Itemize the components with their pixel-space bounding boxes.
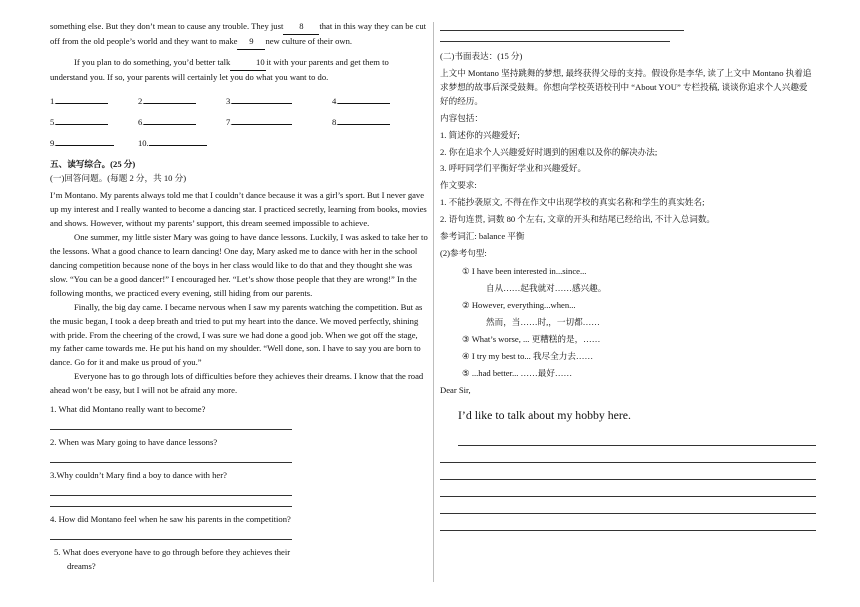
requirement-2: 2. 语句连贯, 词数 80 个左右, 文章的开头和结尾已经给出, 不计入总词数。 (440, 214, 716, 225)
answer-blank-3[interactable] (232, 103, 292, 104)
reference-1-cn: 自从……起我就对……感兴趣。 (486, 282, 607, 293)
answer-row-2: 5. 6. 7. 8. (50, 116, 428, 130)
content-item-2: 2. 你在追求个人兴趣爱好时遇到的困难以及你的解决办法; (440, 146, 658, 157)
section-5-title: 五、读写综合。(25 分) (50, 159, 136, 170)
left-column (50, 20, 428, 574)
salutation: Dear Sir, (440, 385, 471, 396)
cloze-paragraph-2: If you plan to do something, you’d better talk 10 it with your parents and get them to understand you. If so, your parents will certainly let you do what you want to do. (50, 56, 389, 82)
essay-line-6[interactable] (440, 514, 816, 531)
essay-line-3[interactable] (440, 463, 816, 480)
vocabulary-hint: 参考词汇: balance 平衡 (440, 231, 525, 242)
subsection-1-title: (一)回答问题。(每题 2 分，共 10 分) (50, 173, 187, 184)
column-divider (433, 22, 434, 582)
passage-paragraph-2: One summer, my little sister Mary was going to have dance lessons. Luckily, I was asked to take her to the lessons. What a good chance to learn dancing! One day, Mary asked me to dance with her in the school dancing competition because none of the boys in her class would like to do that and they thought she was slow. “You can be a good dancer!” I encouraged her. “Let’s show those people that they are wrong!” In the following months, we practiced every evening, still hiding from our parents. (50, 232, 428, 298)
answer-line-top-2[interactable] (440, 41, 670, 42)
answer-line-q1[interactable] (50, 429, 292, 430)
question-2: 2. When was Mary going to have dance lessons? (50, 437, 218, 448)
answer-blank-2[interactable] (144, 103, 196, 104)
passage-paragraph-3: Finally, the big day came. I became nervous when I saw my parents watching the competition. But as the music began, I took a deep breath and tried to put my heart into the dance. We moved perfectly, shining with pride. From the cheering of the crowd, I was sure we had done a good job. When we got off the stage, my father came towards me. He put his hand on my shoulder. “Well done, son. I have to say you are born to dance. Go for it and make us proud of you.” (50, 301, 423, 368)
passage-paragraph-1: I’m Montano. My parents always told me that I couldn’t dance because it was a girl’s sport. But I never gave up my interest and I really wanted to become a dancing star. I practiced secretly, learning from books, movies and shows. However, without my parents’ support, this dream seemed impossible to achieve. (50, 190, 427, 229)
answer-line-q3a[interactable] (50, 495, 292, 496)
answer-blank-5[interactable] (56, 124, 108, 125)
answer-line-top-1[interactable] (440, 30, 684, 31)
essay-line-4[interactable] (440, 480, 816, 497)
answer-blank-6[interactable] (144, 124, 196, 125)
question-1: 1. What did Montano really want to become? (50, 404, 206, 415)
answer-line-q3b[interactable] (50, 506, 292, 507)
cloze-ending-paragraph: something else. But they don’t mean to cause any trouble. They just 8 that in this way they can be cut off from the old people’s world and they want to make 9 new culture of their own. (50, 20, 428, 50)
blank-9[interactable]: 9 (237, 35, 265, 50)
content-item-1: 1. 简述你的兴趣爱好; (440, 129, 520, 140)
subsection-2-title: (二)书面表达：(15 分) (440, 51, 523, 61)
reference-3: ③ What’s worse, ... 更糟糕的是，…… (462, 333, 601, 344)
answer-blank-10[interactable] (149, 145, 207, 146)
answer-row-3: 9. 10. (50, 137, 428, 151)
reference-5: ⑤ ...had better... ……最好…… (462, 367, 573, 378)
requirements-label: 作文要求: (440, 180, 477, 191)
passage-paragraph-4: Everyone has to go through lots of difficulties before they achieves their dreams. I know that the road ahead won’t be easy, but I will not be afraid any more. (50, 371, 424, 396)
question-4: 4. How did Montano feel when he saw his parents in the competition? (50, 513, 291, 524)
requirement-1: 1. 不能抄袭原文, 不得在作文中出现学校的真实名称和学生的真实姓名; (440, 197, 705, 208)
reference-2-cn: 然而，当……时,，一切都…… (486, 316, 600, 327)
essay-line-1[interactable] (458, 429, 816, 446)
question-5: 5. What does everyone have to go through before they achieves their (54, 546, 291, 557)
reference-4: ④ I try my best to... 我尽全力去…… (462, 350, 594, 361)
reference-sentences-label: (2)参考句型: (440, 248, 487, 259)
essay-line-5[interactable] (440, 497, 816, 514)
blank-10[interactable]: 10 (230, 56, 266, 71)
answer-line-q4[interactable] (50, 539, 292, 540)
essay-line-2[interactable] (440, 446, 816, 463)
answer-blank-4[interactable] (338, 103, 390, 104)
content-label: 内容包括： (440, 112, 483, 123)
writing-prompt: 上文中 Montano 坚持跳舞的梦想, 最终获得父母的支持。假设你是李华, 读了上文中 Montano 执着追求梦想的故事后深受鼓舞。你想向学校英语校刊中 “About YOU” 专栏投稿, 谈谈你追求个人兴趣爱好的经历。 (440, 67, 812, 106)
answer-blank-1[interactable] (56, 103, 108, 104)
blank-8[interactable]: 8 (283, 20, 319, 35)
reference-2-en: ② However, everything...when... (462, 299, 576, 310)
answer-line-q2[interactable] (50, 462, 292, 463)
question-5-cont: dreams? (67, 560, 96, 571)
answer-row-1: 1. 2. 3. 4. (50, 95, 428, 109)
answer-blank-9[interactable] (56, 145, 114, 146)
answer-blank-8[interactable] (338, 124, 390, 125)
content-item-3: 3. 呼吁同学们平衡好学业和兴趣爱好。 (440, 163, 587, 174)
reference-1-en: ① I have been interested in...since... (462, 265, 587, 276)
question-3: 3.Why couldn’t Mary find a boy to dance with her? (50, 469, 227, 480)
right-column (440, 20, 816, 531)
answer-blank-7[interactable] (232, 124, 292, 125)
essay-opening: I’d like to talk about my hobby here. (458, 408, 631, 423)
